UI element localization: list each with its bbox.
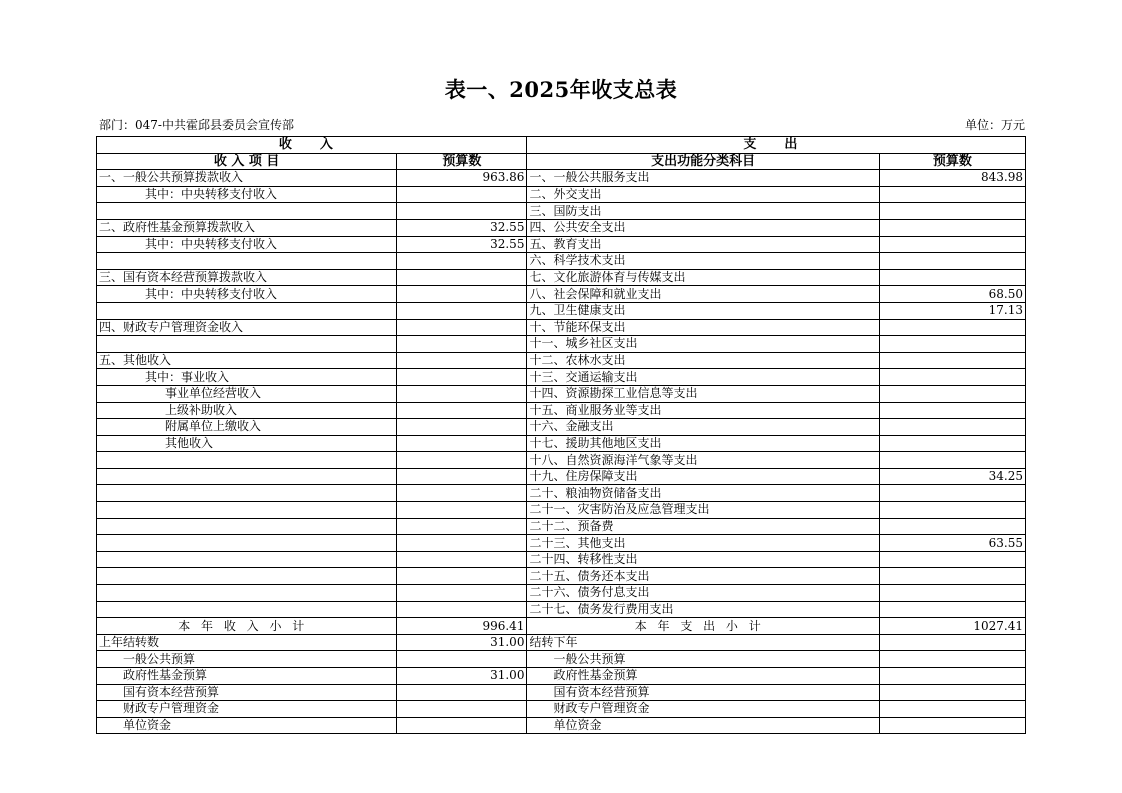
table-row: [97, 219, 1026, 236]
expense-value: 17.13: [879, 302, 1025, 319]
carry-row: [97, 717, 1026, 734]
income-item: 政府性基金预算: [97, 668, 397, 685]
expense-item: 一、一般公共服务支出: [527, 170, 879, 187]
expense-budget-header: 预算数: [879, 153, 1025, 170]
income-item: 上级补助收入: [97, 402, 397, 419]
carry-row: [97, 684, 1026, 701]
expense-item: 十、节能环保支出: [527, 319, 879, 336]
income-value: [397, 402, 527, 419]
expense-item: 七、文化旅游体育与传媒支出: [527, 269, 879, 286]
income-value: [397, 336, 527, 353]
income-value: [397, 551, 527, 568]
expense-value: [879, 336, 1025, 353]
income-item: [97, 336, 397, 353]
table-row: [97, 518, 1026, 535]
table-row: [97, 502, 1026, 519]
department-label: 部门：047-中共霍邱县委员会宣传部: [99, 118, 294, 132]
expense-value: [879, 651, 1025, 668]
income-item: 附属单位上缴收入: [97, 419, 397, 436]
carry-row: [97, 701, 1026, 718]
income-value: [397, 369, 527, 386]
expense-item: 二十六、债务付息支出: [527, 585, 879, 602]
expense-item-header: 支出功能分类科目: [527, 153, 879, 170]
income-value: [397, 352, 527, 369]
expense-item: 国有资本经营预算: [527, 684, 879, 701]
expense-subtotal-label: 本年支出小计: [527, 618, 879, 635]
carry-row: [97, 668, 1026, 685]
income-item: 二、政府性基金预算拨款收入: [97, 219, 397, 236]
income-item: 其中：中央转移支付收入: [97, 236, 397, 253]
income-subtotal-label: 本年收入小计: [97, 618, 397, 635]
expense-item: 单位资金: [527, 717, 879, 734]
expense-subtotal-value: 1027.41: [879, 618, 1025, 635]
expense-value: [879, 701, 1025, 718]
income-subtotal-value: 996.41: [397, 618, 527, 635]
page-title: 表一、2025年收支总表: [444, 77, 678, 102]
expense-item: 一般公共预算: [527, 651, 879, 668]
table-row: [97, 319, 1026, 336]
income-item: 一、一般公共预算拨款收入: [97, 170, 397, 187]
income-value: [397, 585, 527, 602]
income-value: [397, 601, 527, 618]
income-item: [97, 585, 397, 602]
expense-item: 二、外交支出: [527, 186, 879, 203]
expense-value: [879, 518, 1025, 535]
expense-value: [879, 601, 1025, 618]
expense-item: 二十七、债务发行费用支出: [527, 601, 879, 618]
income-value: [397, 684, 527, 701]
table-row: [97, 601, 1026, 618]
expense-item: 财政专户管理资金: [527, 701, 879, 718]
income-item: [97, 203, 397, 220]
income-value: [397, 717, 527, 734]
income-item: [97, 568, 397, 585]
income-item: 其中：中央转移支付收入: [97, 286, 397, 303]
income-value: [397, 518, 527, 535]
income-value: [397, 269, 527, 286]
expense-value: [879, 435, 1025, 452]
expense-value: [879, 419, 1025, 436]
table-row: [97, 253, 1026, 270]
expense-value: [879, 402, 1025, 419]
expense-item: 二十三、其他支出: [527, 535, 879, 552]
income-item: [97, 502, 397, 519]
income-item: 三、国有资本经营预算拨款收入: [97, 269, 397, 286]
table-row: [97, 468, 1026, 485]
table-row: [97, 419, 1026, 436]
table-row: [97, 352, 1026, 369]
expense-item: 结转下年: [527, 634, 879, 651]
income-value: 31.00: [397, 634, 527, 651]
subtotal-row: [97, 618, 1026, 635]
table-row: [97, 286, 1026, 303]
income-item: 其中：中央转移支付收入: [97, 186, 397, 203]
income-item: [97, 551, 397, 568]
income-item: 五、其他收入: [97, 352, 397, 369]
income-value: [397, 651, 527, 668]
expense-value: 843.98: [879, 170, 1025, 187]
income-item: 事业单位经营收入: [97, 385, 397, 402]
table-row: [97, 170, 1026, 187]
table-row: [97, 485, 1026, 502]
expense-item: 十一、城乡社区支出: [527, 336, 879, 353]
expense-value: [879, 502, 1025, 519]
table-row: [97, 236, 1026, 253]
income-header: 收 入: [97, 137, 527, 154]
income-item: 财政专户管理资金: [97, 701, 397, 718]
expense-value: [879, 236, 1025, 253]
expense-item: 十四、资源勘探工业信息等支出: [527, 385, 879, 402]
carry-row: [97, 634, 1026, 651]
table-row: [97, 402, 1026, 419]
income-item: [97, 518, 397, 535]
expense-value: [879, 684, 1025, 701]
table-row: [97, 369, 1026, 386]
expense-item: 三、国防支出: [527, 203, 879, 220]
expense-item: 九、卫生健康支出: [527, 302, 879, 319]
income-budget-header: 预算数: [397, 153, 527, 170]
income-value: [397, 535, 527, 552]
income-item: 其他收入: [97, 435, 397, 452]
table-row: [97, 203, 1026, 220]
table-row: [97, 452, 1026, 469]
expense-header: 支 出: [527, 137, 1026, 154]
income-value: [397, 203, 527, 220]
income-value: [397, 286, 527, 303]
income-item: [97, 302, 397, 319]
table-header-row: [97, 137, 1026, 154]
expense-item: 十三、交通运输支出: [527, 369, 879, 386]
income-item: [97, 485, 397, 502]
income-value: [397, 419, 527, 436]
expense-item: 十九、住房保障支出: [527, 468, 879, 485]
expense-value: [879, 203, 1025, 220]
table-row: [97, 585, 1026, 602]
expense-item: 五、教育支出: [527, 236, 879, 253]
income-item: [97, 253, 397, 270]
expense-item: 二十五、债务还本支出: [527, 568, 879, 585]
income-value: [397, 253, 527, 270]
expense-item: 十七、援助其他地区支出: [527, 435, 879, 452]
expense-value: [879, 551, 1025, 568]
income-value: [397, 435, 527, 452]
income-value: 32.55: [397, 219, 527, 236]
expense-item: 二十二、预备费: [527, 518, 879, 535]
expense-value: [879, 485, 1025, 502]
expense-value: [879, 568, 1025, 585]
income-value: [397, 568, 527, 585]
income-item-header: 收 入 项 目: [97, 153, 397, 170]
expense-value: [879, 385, 1025, 402]
income-value: [397, 186, 527, 203]
unit-label: 单位：万元: [964, 118, 1025, 132]
expense-value: [879, 634, 1025, 651]
table-row: [97, 568, 1026, 585]
budget-summary-table: [96, 136, 1026, 734]
expense-value: [879, 585, 1025, 602]
income-value: [397, 468, 527, 485]
expense-value: [879, 253, 1025, 270]
income-value: [397, 452, 527, 469]
income-item: 一般公共预算: [97, 651, 397, 668]
carry-row: [97, 651, 1026, 668]
table-row: [97, 302, 1026, 319]
income-value: [397, 502, 527, 519]
expense-item: 六、科学技术支出: [527, 253, 879, 270]
expense-value: [879, 219, 1025, 236]
income-value: 31.00: [397, 668, 527, 685]
expense-item: 四、公共安全支出: [527, 219, 879, 236]
expense-value: [879, 269, 1025, 286]
expense-value: [879, 452, 1025, 469]
expense-value: 63.55: [879, 535, 1025, 552]
expense-item: 二十四、转移性支出: [527, 551, 879, 568]
income-item: [97, 468, 397, 485]
table-row: [97, 385, 1026, 402]
table-row: [97, 186, 1026, 203]
expense-item: 十六、金融支出: [527, 419, 879, 436]
income-item: [97, 535, 397, 552]
income-value: [397, 302, 527, 319]
expense-value: 34.25: [879, 468, 1025, 485]
expense-value: [879, 369, 1025, 386]
income-value: [397, 485, 527, 502]
income-value: [397, 385, 527, 402]
table-subheader-row: [97, 153, 1026, 170]
income-item: 四、财政专户管理资金收入: [97, 319, 397, 336]
table-row: [97, 336, 1026, 353]
income-item: 国有资本经营预算: [97, 684, 397, 701]
income-value: [397, 701, 527, 718]
income-value: 32.55: [397, 236, 527, 253]
expense-value: [879, 352, 1025, 369]
table-row: [97, 535, 1026, 552]
expense-item: 二十一、灾害防治及应急管理支出: [527, 502, 879, 519]
expense-value: [879, 319, 1025, 336]
expense-item: 二十、粮油物资储备支出: [527, 485, 879, 502]
expense-value: 68.50: [879, 286, 1025, 303]
income-item: 单位资金: [97, 717, 397, 734]
expense-item: 十五、商业服务业等支出: [527, 402, 879, 419]
expense-item: 政府性基金预算: [527, 668, 879, 685]
table-row: [97, 269, 1026, 286]
income-item: [97, 601, 397, 618]
expense-value: [879, 186, 1025, 203]
table-row: [97, 551, 1026, 568]
income-value: 963.86: [397, 170, 527, 187]
expense-item: 十八、自然资源海洋气象等支出: [527, 452, 879, 469]
income-item: [97, 452, 397, 469]
table-row: [97, 435, 1026, 452]
expense-item: 十二、农林水支出: [527, 352, 879, 369]
expense-item: 八、社会保障和就业支出: [527, 286, 879, 303]
expense-value: [879, 668, 1025, 685]
income-value: [397, 319, 527, 336]
income-item: 其中：事业收入: [97, 369, 397, 386]
income-item: 上年结转数: [97, 634, 397, 651]
expense-value: [879, 717, 1025, 734]
